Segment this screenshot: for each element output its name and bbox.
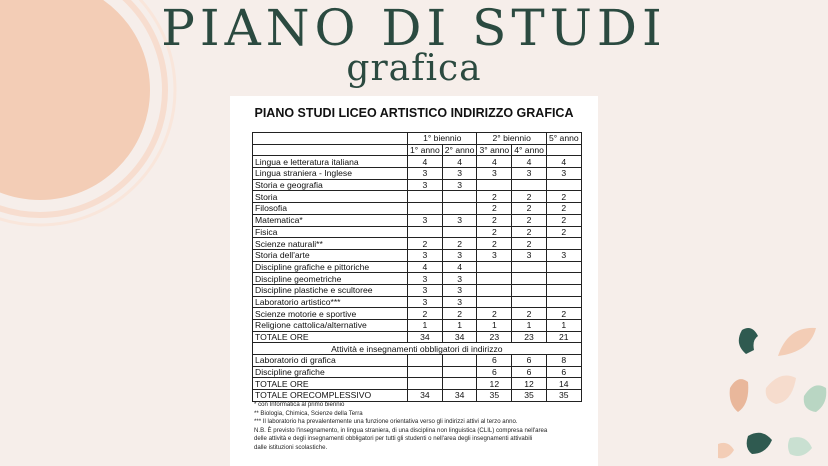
subject-label: Discipline grafiche bbox=[253, 366, 408, 378]
hours-cell bbox=[408, 366, 443, 378]
hours-cell: 4 bbox=[442, 261, 477, 273]
hours-cell: 34 bbox=[408, 390, 443, 402]
subject-label: Discipline plastiche e scultoree bbox=[253, 284, 408, 296]
footnote-line: dalle istituzioni scolastiche. bbox=[254, 443, 328, 451]
hours-cell: 3 bbox=[408, 249, 443, 261]
hours-cell: 3 bbox=[477, 249, 512, 261]
hours-cell bbox=[442, 226, 477, 238]
hours-cell: 3 bbox=[408, 296, 443, 308]
hours-cell: 6 bbox=[512, 366, 547, 378]
hours-cell bbox=[442, 355, 477, 367]
hours-cell: 34 bbox=[442, 390, 477, 402]
table-row bbox=[253, 179, 582, 191]
hours-cell bbox=[477, 261, 512, 273]
footnote-line: *** Il laboratorio ha prevalentemente una funzione orientativa verso gli indirizzi attivi al terzo anno. bbox=[254, 418, 518, 426]
hours-cell: 2 bbox=[477, 226, 512, 238]
hours-cell: 4 bbox=[546, 156, 581, 168]
table-row bbox=[253, 378, 582, 390]
hours-cell: 3 bbox=[408, 273, 443, 285]
subject-label: Storia e geografia bbox=[253, 179, 408, 191]
page-subtitle: grafica bbox=[346, 48, 482, 89]
hours-cell bbox=[546, 238, 581, 250]
hours-cell bbox=[408, 226, 443, 238]
table-row bbox=[253, 284, 582, 296]
year-header: 1° anno bbox=[408, 144, 443, 156]
hours-cell bbox=[546, 284, 581, 296]
group-header: 5° anno bbox=[546, 133, 581, 145]
page-title: PIANO DI STUDI bbox=[161, 0, 667, 57]
hours-cell: 3 bbox=[442, 273, 477, 285]
hours-cell: 3 bbox=[512, 249, 547, 261]
hours-cell: 3 bbox=[546, 168, 581, 180]
subject-label: Scienze naturali** bbox=[253, 238, 408, 250]
hours-cell: 23 bbox=[512, 331, 547, 343]
hours-cell: 21 bbox=[546, 331, 581, 343]
subject-label: Laboratorio artistico*** bbox=[253, 296, 408, 308]
hours-cell: 2 bbox=[408, 308, 443, 320]
hours-cell: 2 bbox=[512, 226, 547, 238]
hours-cell bbox=[477, 284, 512, 296]
subject-label: Lingua straniera - Inglese bbox=[253, 168, 408, 180]
subject-label: TOTALE ORECOMPLESSIVO bbox=[253, 390, 408, 402]
footnote-line: delle attività e degli insegnamenti obbligatori per tutti gli studenti o nell'area degli insegnamenti attivabili bbox=[254, 435, 533, 443]
section-row bbox=[253, 343, 582, 355]
hours-cell bbox=[546, 261, 581, 273]
hours-cell: 3 bbox=[442, 296, 477, 308]
header-empty-cell bbox=[253, 133, 408, 145]
hours-cell: 1 bbox=[442, 320, 477, 332]
hours-cell: 2 bbox=[477, 308, 512, 320]
hours-cell: 4 bbox=[408, 261, 443, 273]
hours-cell: 35 bbox=[512, 390, 547, 402]
hours-cell: 34 bbox=[442, 331, 477, 343]
hours-cell: 6 bbox=[477, 355, 512, 367]
hours-cell: 2 bbox=[546, 308, 581, 320]
hours-cell bbox=[477, 296, 512, 308]
hours-cell: 1 bbox=[512, 320, 547, 332]
hours-cell bbox=[512, 179, 547, 191]
hours-cell bbox=[512, 296, 547, 308]
hours-cell: 35 bbox=[477, 390, 512, 402]
hours-cell: 2 bbox=[512, 308, 547, 320]
hours-cell: 12 bbox=[477, 378, 512, 390]
table-row bbox=[253, 203, 582, 215]
hours-cell: 34 bbox=[408, 331, 443, 343]
header-empty-cell bbox=[253, 144, 408, 156]
year-header: 3° anno bbox=[477, 144, 512, 156]
hours-cell: 6 bbox=[477, 366, 512, 378]
hours-cell: 35 bbox=[546, 390, 581, 402]
hours-cell bbox=[442, 191, 477, 203]
hours-cell: 3 bbox=[477, 168, 512, 180]
document-title: PIANO STUDI LICEO ARTISTICO INDIRIZZO GRAFICA bbox=[254, 106, 574, 120]
hours-cell bbox=[442, 366, 477, 378]
hours-cell: 2 bbox=[546, 226, 581, 238]
hours-cell bbox=[442, 378, 477, 390]
subject-label: Lingua e letteratura italiana bbox=[253, 156, 408, 168]
hours-cell: 2 bbox=[477, 203, 512, 215]
subject-label: TOTALE ORE bbox=[253, 378, 408, 390]
hours-cell: 2 bbox=[477, 191, 512, 203]
table-row bbox=[253, 168, 582, 180]
leaf-shapes-decoration bbox=[718, 326, 828, 466]
hours-cell: 4 bbox=[408, 156, 443, 168]
hours-cell: 3 bbox=[442, 168, 477, 180]
hours-cell: 3 bbox=[442, 179, 477, 191]
hours-cell: 2 bbox=[442, 238, 477, 250]
footnote-line: * con Informatica al primo biennio bbox=[254, 401, 345, 408]
hours-cell: 2 bbox=[477, 214, 512, 226]
hours-cell: 8 bbox=[546, 355, 581, 367]
hours-cell: 14 bbox=[546, 378, 581, 390]
table-row bbox=[253, 273, 582, 285]
table-row bbox=[253, 261, 582, 273]
table-row bbox=[253, 191, 582, 203]
hours-cell: 2 bbox=[512, 214, 547, 226]
hours-cell: 3 bbox=[512, 168, 547, 180]
footnote-line: N.B. È previsto l'insegnamento, in lingua straniera, di una disciplina non linguistica (CLIL) compresa nell'area bbox=[254, 426, 548, 434]
subject-label: Storia bbox=[253, 191, 408, 203]
hours-cell: 3 bbox=[408, 214, 443, 226]
table-row bbox=[253, 331, 582, 343]
header-empty-cell bbox=[546, 144, 581, 156]
hours-cell: 4 bbox=[477, 156, 512, 168]
hours-cell bbox=[512, 273, 547, 285]
hours-cell bbox=[546, 179, 581, 191]
subject-label: Religione cattolica/alternative bbox=[253, 320, 408, 332]
section-title: Attività e insegnamenti obbligatori di indirizzo bbox=[253, 343, 582, 355]
table-row bbox=[253, 238, 582, 250]
hours-cell: 1 bbox=[408, 320, 443, 332]
table-row bbox=[253, 320, 582, 332]
hours-cell bbox=[442, 203, 477, 215]
hours-cell: 2 bbox=[442, 308, 477, 320]
year-header: 4° anno bbox=[512, 144, 547, 156]
group-header: 2° biennio bbox=[477, 133, 546, 145]
hours-cell: 2 bbox=[512, 191, 547, 203]
table-row bbox=[253, 308, 582, 320]
subject-label: TOTALE ORE bbox=[253, 331, 408, 343]
subject-label: Fisica bbox=[253, 226, 408, 238]
hours-cell bbox=[408, 378, 443, 390]
hours-cell: 6 bbox=[512, 355, 547, 367]
hours-cell: 3 bbox=[408, 284, 443, 296]
table-row bbox=[253, 355, 582, 367]
group-header: 1° biennio bbox=[408, 133, 477, 145]
table-row bbox=[253, 156, 582, 168]
hours-cell bbox=[512, 284, 547, 296]
subject-label: Filosofia bbox=[253, 203, 408, 215]
hours-cell: 23 bbox=[477, 331, 512, 343]
study-plan-document bbox=[230, 96, 598, 466]
table-row bbox=[253, 296, 582, 308]
hours-cell bbox=[408, 191, 443, 203]
hours-cell bbox=[477, 273, 512, 285]
hours-cell: 6 bbox=[546, 366, 581, 378]
hours-cell bbox=[546, 273, 581, 285]
hours-cell: 1 bbox=[477, 320, 512, 332]
hours-cell: 2 bbox=[546, 214, 581, 226]
table-row bbox=[253, 214, 582, 226]
hours-cell: 2 bbox=[512, 203, 547, 215]
year-header: 2° anno bbox=[442, 144, 477, 156]
study-plan-table bbox=[252, 132, 582, 402]
hours-cell: 2 bbox=[477, 238, 512, 250]
hours-cell bbox=[408, 203, 443, 215]
hours-cell: 3 bbox=[408, 179, 443, 191]
subject-label: Storia dell'arte bbox=[253, 249, 408, 261]
hours-cell: 2 bbox=[408, 238, 443, 250]
table-row bbox=[253, 390, 582, 402]
table-row bbox=[253, 226, 582, 238]
hours-cell bbox=[408, 355, 443, 367]
hours-cell: 4 bbox=[512, 156, 547, 168]
hours-cell: 4 bbox=[442, 156, 477, 168]
table-header-row bbox=[253, 144, 582, 156]
subject-label: Discipline grafiche e pittoriche bbox=[253, 261, 408, 273]
table-row bbox=[253, 249, 582, 261]
hours-cell: 2 bbox=[546, 203, 581, 215]
footnotes bbox=[254, 401, 594, 453]
hours-cell bbox=[512, 261, 547, 273]
subject-label: Discipline geometriche bbox=[253, 273, 408, 285]
hours-cell: 3 bbox=[442, 249, 477, 261]
hours-cell: 12 bbox=[512, 378, 547, 390]
hours-cell: 2 bbox=[546, 191, 581, 203]
hours-cell: 1 bbox=[546, 320, 581, 332]
hours-cell: 3 bbox=[408, 168, 443, 180]
hours-cell: 3 bbox=[442, 214, 477, 226]
hours-cell: 3 bbox=[546, 249, 581, 261]
footnote-line: ** Biologia, Chimica, Scienze della Terra bbox=[254, 409, 363, 417]
table-row bbox=[253, 366, 582, 378]
subject-label: Laboratorio di grafica bbox=[253, 355, 408, 367]
table-header-row bbox=[253, 133, 582, 145]
subject-label: Scienze motorie e sportive bbox=[253, 308, 408, 320]
subject-label: Matematica* bbox=[253, 214, 408, 226]
hours-cell bbox=[477, 179, 512, 191]
hours-cell: 2 bbox=[512, 238, 547, 250]
hours-cell bbox=[546, 296, 581, 308]
hours-cell: 3 bbox=[442, 284, 477, 296]
